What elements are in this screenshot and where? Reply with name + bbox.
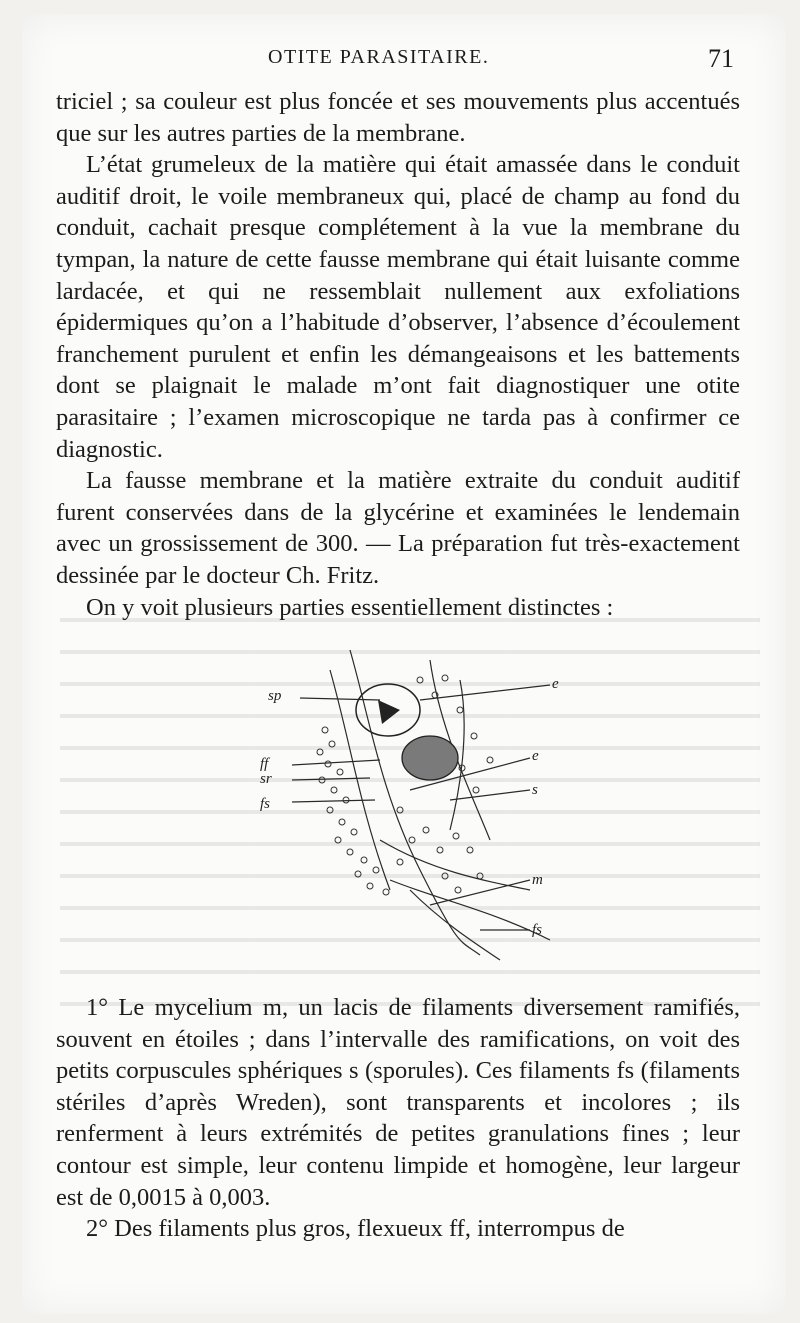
- filament: [410, 890, 500, 960]
- label-e-top: e: [552, 676, 559, 692]
- pointer-line: [420, 685, 550, 700]
- paragraph-continuation: triciel ; sa couleur est plus foncée et ses mouvements plus accentués que sur les autres parties de la membrane.: [56, 88, 740, 147]
- pointer-line: [430, 880, 530, 905]
- pointer-line: [300, 698, 380, 700]
- mycelium-drawing: [230, 640, 570, 962]
- body-text-top: [56, 86, 740, 623]
- label-ff: ff: [260, 756, 269, 772]
- pointer-line: [292, 778, 370, 780]
- paragraph-intro-parts: On y voit plusieurs parties essentiellement distinctes :: [86, 593, 614, 621]
- paragraph-diagnosis: L’état grumeleux de la matière qui était amassée dans le conduit auditif droit, le voile membraneux qui, placé de champ au fond du conduit, cachait presque complétement à la vue la membrane du tympan, la nature de cette fausse membrane qui était luisante comme lardacée, et qui ne ressemblait nullement aux exfoliations épidermiques qu’on a l’habitude d’observer, l’absence d’écoulement franchement purulent et enfin les démangeaisons et les battements dont se plaignait le malade m’ont fait diagnostiquer une otite parasitaire ; l’examen microscopique ne tarda pas à confirmer ce diagnostic.: [56, 151, 740, 463]
- label-e-mid: e: [532, 748, 539, 764]
- granular-mass: [402, 736, 458, 780]
- paragraph-preparation: La fausse membrane et la matière extraite du conduit auditif furent conservées dans de la glycérine et examinées le lendemain avec un grossissement de 300. — La préparation fut très-exactement dessinée par le docteur Ch. Fritz.: [56, 467, 740, 589]
- pointer-line: [292, 760, 380, 765]
- paragraph-thick-filaments: 2° Des filaments plus gros, flexueux ff, interrompus de: [86, 1215, 625, 1243]
- paragraph-mycelium: 1° Le mycelium m, un lacis de filaments diversement ramifiés, souvent en étoiles ; dans l’intervalle des ramifications, on voit des petits corpuscules sphériques s (sporules). Ces filaments fs (filaments stériles d’après Wreden), sont transparents et incolores ; ils renferment à leurs extrémités de petites granulations fines ; leur contour est simple, leur contenu limpide et homogène, leur largeur est de 0,0015 à 0,003.: [56, 994, 740, 1211]
- microscope-illustration: [230, 640, 570, 962]
- page-header: [0, 22, 800, 73]
- running-head: OTITE PARASITAIRE.: [268, 46, 490, 68]
- page-number: 71: [708, 44, 734, 73]
- label-fs-bottom: fs: [532, 922, 543, 938]
- body-text-bottom: [56, 992, 740, 1245]
- label-m: m: [532, 872, 543, 888]
- label-fs-left: fs: [260, 796, 271, 812]
- label-s: s: [532, 782, 538, 798]
- cell-nucleus: [378, 700, 400, 724]
- pointer-line: [450, 790, 530, 800]
- label-sp: sp: [268, 688, 282, 704]
- label-sr: sr: [260, 771, 272, 787]
- filament: [380, 840, 530, 890]
